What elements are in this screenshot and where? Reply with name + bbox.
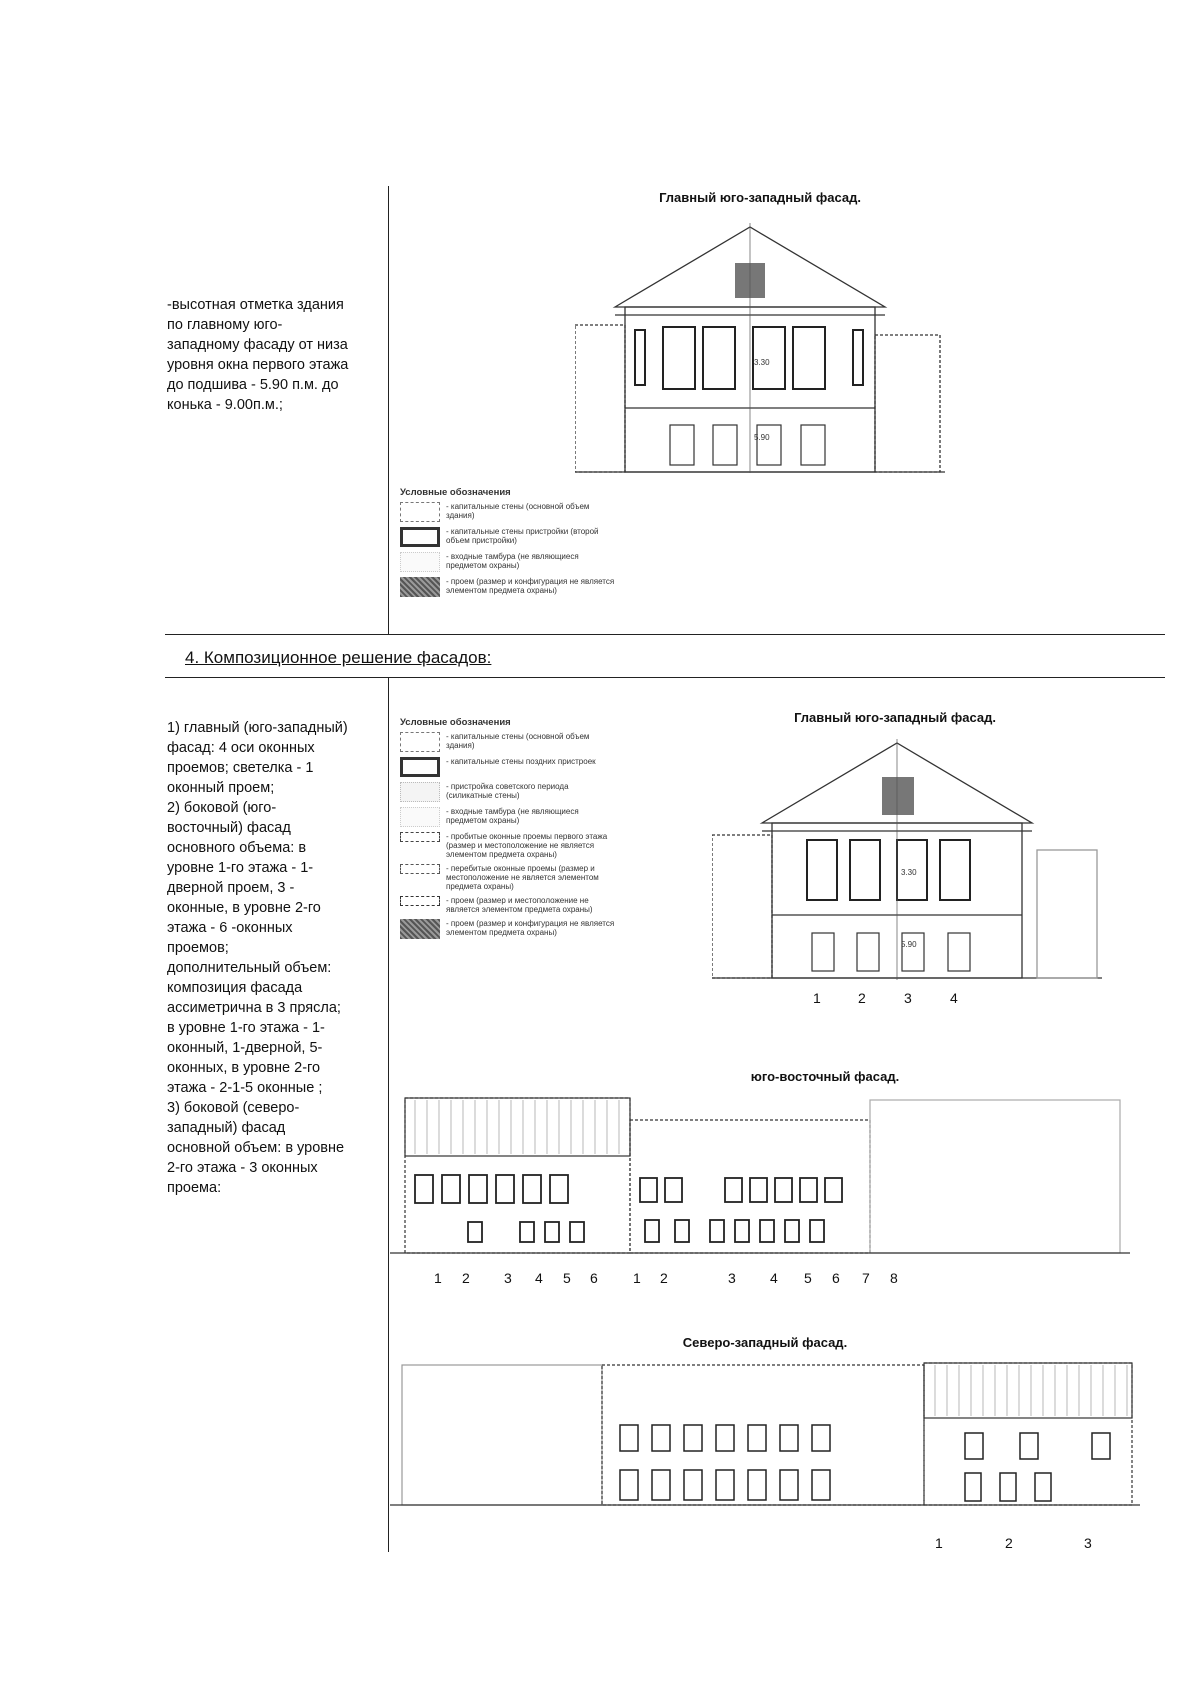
section1-facade-drawing xyxy=(575,215,945,477)
legend-text: - проем (размер и конфигурация не является элементом предмета охраны) xyxy=(446,919,615,937)
column-divider-bottom xyxy=(388,677,389,1552)
legend-title: Условные обозначения xyxy=(400,487,511,498)
lower-window xyxy=(785,1220,799,1242)
lower-window xyxy=(684,1470,702,1500)
text-line: этажа - 2-1-5 оконные ; xyxy=(167,1080,323,1096)
axis-label: 3 xyxy=(728,1270,736,1286)
legend-text: - пробитые оконные проемы первого этажа (размер и местоположение не является элементом предмета охраны) xyxy=(446,832,608,859)
text-line: в уровне 1-го этажа - 1- xyxy=(167,1020,325,1036)
upper-window xyxy=(469,1175,487,1203)
section1-text xyxy=(167,295,348,415)
text-line: дверной проем, 3 - xyxy=(167,880,295,896)
upper-window xyxy=(748,1425,766,1451)
lower-window xyxy=(675,1220,689,1242)
upper-window xyxy=(800,1178,817,1202)
text-line: композиция фасада xyxy=(167,980,303,996)
text-line: фасад: 4 оси оконных xyxy=(167,740,315,756)
text-line: оконные, в уровне 2-го xyxy=(167,900,321,916)
northwest-facade-title: Северо-западный фасад. xyxy=(682,1335,848,1350)
legend-text: - входные тамбура (не являющиеся предметом охраны) xyxy=(446,552,579,570)
lower-window xyxy=(1035,1473,1051,1501)
lower-window xyxy=(710,1220,724,1242)
southeast-facade-drawing xyxy=(390,1090,1130,1262)
upper-window xyxy=(812,1425,830,1451)
legend-swatch xyxy=(400,919,440,939)
lower-windows xyxy=(670,425,825,465)
axis-label: 2 xyxy=(1005,1535,1013,1551)
axis-label: 2 xyxy=(660,1270,668,1286)
lower-window xyxy=(735,1220,749,1242)
lower-window xyxy=(748,1470,766,1500)
upper-window xyxy=(1020,1433,1038,1459)
upper-window xyxy=(965,1433,983,1459)
axis-label: 2 xyxy=(462,1270,470,1286)
lower-window xyxy=(652,1470,670,1500)
axis-label: 6 xyxy=(590,1270,598,1286)
legend-row xyxy=(400,552,616,572)
legend-swatch xyxy=(400,782,440,802)
upper-window xyxy=(442,1175,460,1203)
legend-row xyxy=(400,502,616,522)
text-line: 2-го этажа - 3 оконных xyxy=(167,1160,318,1176)
lower-window xyxy=(620,1470,638,1500)
legend-row xyxy=(400,577,616,597)
upper-window xyxy=(550,1175,568,1203)
text-line: до подшива - 5.90 п.м. до xyxy=(167,377,339,393)
text-line: западный) фасад xyxy=(167,1120,286,1136)
upper-window xyxy=(684,1425,702,1451)
axis-label: 3 xyxy=(1084,1535,1092,1551)
text-line: по главному юго- xyxy=(167,317,283,333)
legend-swatch xyxy=(400,757,440,777)
upper-window xyxy=(780,1425,798,1451)
lower-window xyxy=(810,1220,824,1242)
axis-label: 3 xyxy=(904,990,912,1006)
axis-label: 7 xyxy=(862,1270,870,1286)
upper-window xyxy=(825,1178,842,1202)
legend-swatch xyxy=(400,807,440,827)
legend-text: - капитальные стены поздних пристроек xyxy=(446,757,596,766)
legend-text: - капитальные стены пристройки (второй объем пристройки) xyxy=(446,527,599,545)
text-line: оконный проем; xyxy=(167,780,275,796)
legend-text: - входные тамбура (не являющиеся предметом охраны) xyxy=(446,807,579,825)
text-line: основной объем: в уровне xyxy=(167,1140,345,1156)
legend-text: - пристройка советского периода (силикатные стены) xyxy=(446,782,569,800)
lower-window xyxy=(520,1222,534,1242)
legend-row xyxy=(400,782,616,802)
legend-text: - проем (размер и конфигурация не является элементом предмета охраны) xyxy=(446,577,615,595)
legend-swatch xyxy=(400,832,440,842)
upper-window xyxy=(725,1178,742,1202)
section2-legend xyxy=(400,718,616,944)
lower-window xyxy=(812,1470,830,1500)
text-line: 1) главный (юго-западный) xyxy=(167,720,348,736)
axis-label: 2 xyxy=(858,990,866,1006)
dim-lower: 5.90 xyxy=(901,940,917,949)
upper-window xyxy=(716,1425,734,1451)
upper-window xyxy=(415,1175,433,1203)
text-line: восточный) фасад xyxy=(167,820,291,836)
legend-row xyxy=(400,919,616,939)
upper-window xyxy=(750,1178,767,1202)
text-line: уровне 1-го этажа - 1- xyxy=(167,860,314,876)
upper-window xyxy=(1092,1433,1110,1459)
legend-text: - проем (размер и местоположение не является элементом предмета охраны) xyxy=(446,896,593,914)
axis-label: 4 xyxy=(770,1270,778,1286)
axis-label: 3 xyxy=(504,1270,512,1286)
axis-label: 4 xyxy=(950,990,958,1006)
legend-swatch xyxy=(400,502,440,522)
legend-row xyxy=(400,807,616,827)
text-line: дополнительный объем: xyxy=(167,960,332,976)
text-line: проемов; светелка - 1 xyxy=(167,760,314,776)
legend-row xyxy=(400,896,616,914)
text-line: проемов; xyxy=(167,940,229,956)
text-line: уровня окна первого этажа xyxy=(167,357,349,373)
section1-legend xyxy=(400,488,616,602)
dim-upper: 3.30 xyxy=(901,868,917,877)
upper-window xyxy=(523,1175,541,1203)
main-facade-title: Главный юго-западный фасад. xyxy=(794,710,996,725)
upper-windows xyxy=(635,327,863,389)
legend-row xyxy=(400,757,616,777)
upper-window xyxy=(620,1425,638,1451)
legend-swatch xyxy=(400,896,440,906)
upper-window xyxy=(665,1178,682,1202)
section2-text xyxy=(167,718,348,1198)
text-line: западному фасаду от низа xyxy=(167,337,348,353)
column-divider-top xyxy=(388,186,389,634)
section-heading: 4. Композиционное решение фасадов: xyxy=(185,648,492,667)
legend-text: - капитальные стены (основной объем здания) xyxy=(446,732,590,750)
lower-window xyxy=(570,1222,584,1242)
upper-window xyxy=(652,1425,670,1451)
text-line: 2) боковой (юго- xyxy=(167,800,277,816)
dim-upper: 3.30 xyxy=(754,358,770,367)
section1-facade-title: Главный юго-западный фасад. xyxy=(659,190,861,205)
legend-row xyxy=(400,864,616,891)
legend-row xyxy=(400,527,616,547)
legend-swatch xyxy=(400,527,440,547)
lower-window xyxy=(760,1220,774,1242)
lower-window xyxy=(965,1473,981,1501)
text-line: этажа - 6 -оконных xyxy=(167,920,293,936)
axis-label: 1 xyxy=(434,1270,442,1286)
section-separator-2 xyxy=(165,677,1165,678)
text-line: основного объема: в xyxy=(167,840,307,856)
axis-label: 5 xyxy=(563,1270,571,1286)
legend-row xyxy=(400,832,616,859)
text-line: оконный, 1-дверной, 5- xyxy=(167,1040,323,1056)
axis-label: 6 xyxy=(832,1270,840,1286)
lower-window xyxy=(468,1222,482,1242)
axis-label: 1 xyxy=(633,1270,641,1286)
legend-title: Условные обозначения xyxy=(400,717,511,728)
legend-row xyxy=(400,732,616,752)
upper-window xyxy=(775,1178,792,1202)
text-line: -высотная отметка здания xyxy=(167,297,344,313)
lower-window xyxy=(645,1220,659,1242)
axis-label: 4 xyxy=(535,1270,543,1286)
dim-lower: 5.90 xyxy=(754,433,770,442)
legend-swatch xyxy=(400,552,440,572)
legend-swatch xyxy=(400,732,440,752)
text-line: ассиметрична в 3 прясла; xyxy=(167,1000,341,1016)
text-line: оконных, в уровне 2-го xyxy=(167,1060,321,1076)
legend-swatch xyxy=(400,864,440,874)
axis-label: 8 xyxy=(890,1270,898,1286)
lower-window xyxy=(780,1470,798,1500)
lower-window xyxy=(545,1222,559,1242)
legend-text: - капитальные стены (основной объем здания) xyxy=(446,502,590,520)
text-line: 3) боковой (северо- xyxy=(167,1100,300,1116)
text-line: конька - 9.00п.м.; xyxy=(167,397,283,413)
main-facade-drawing xyxy=(712,735,1102,985)
axis-label: 5 xyxy=(804,1270,812,1286)
section-separator-1 xyxy=(165,634,1165,635)
text-line: проема: xyxy=(167,1180,222,1196)
southeast-facade-title: юго-восточный фасад. xyxy=(750,1069,900,1084)
axis-label: 1 xyxy=(935,1535,943,1551)
upper-window xyxy=(640,1178,657,1202)
legend-swatch xyxy=(400,577,440,597)
axis-label: 1 xyxy=(813,990,821,1006)
lower-window xyxy=(716,1470,734,1500)
northwest-facade-drawing xyxy=(390,1355,1140,1515)
legend-text: - перебитые оконные проемы (размер и местоположение не является элементом предмета охраны) xyxy=(446,864,599,891)
upper-window xyxy=(496,1175,514,1203)
lower-window xyxy=(1000,1473,1016,1501)
